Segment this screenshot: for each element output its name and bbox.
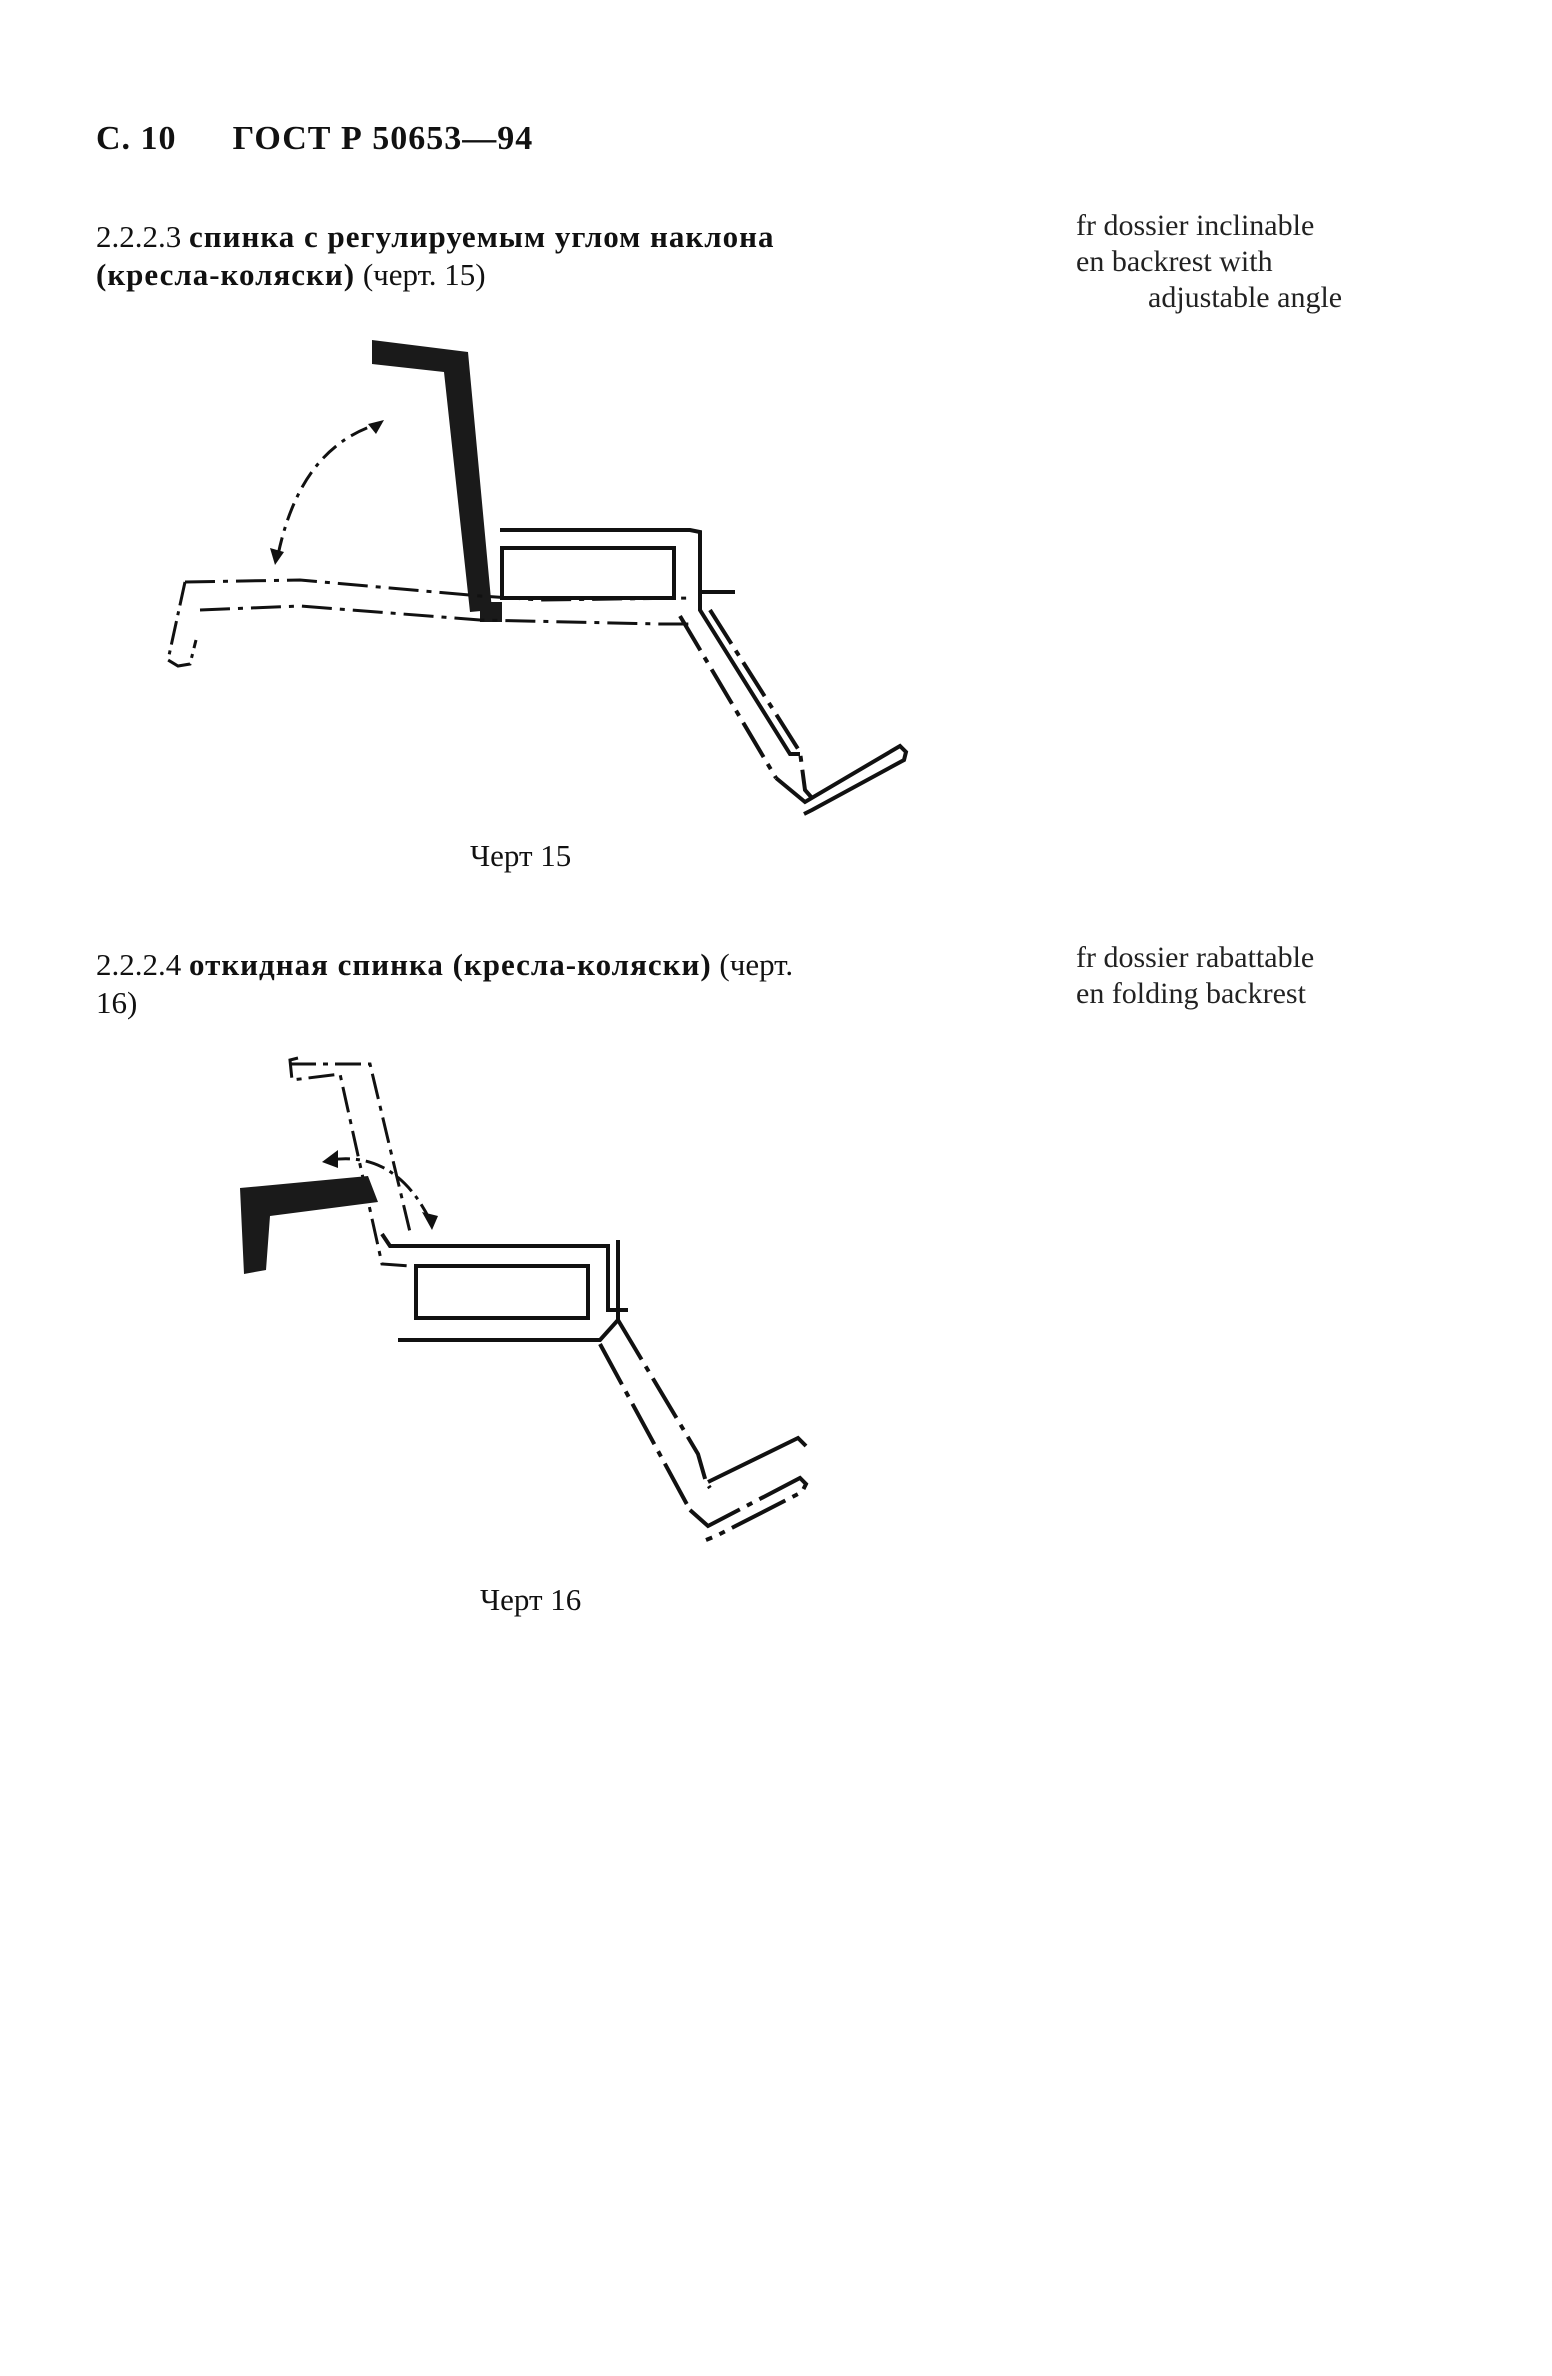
term-qualifier: (кресла-коляски) (96, 257, 356, 292)
seat-box (502, 548, 674, 598)
arrow-head-right (422, 1212, 438, 1230)
term-text: спинка с регулируемым углом наклона (189, 219, 775, 254)
english-equivalent-continued: adjustable angle (1148, 281, 1343, 314)
term-number: 2.2.2.3 (96, 219, 182, 254)
arrow-head-left (322, 1150, 338, 1168)
leg-outer (618, 1320, 710, 1488)
term-2-2-2-4 (96, 946, 956, 1022)
reclined-backrest-bottom (200, 606, 696, 624)
foreign-equivalents-15 (1076, 208, 1456, 316)
term-2-2-2-3 (96, 218, 956, 294)
english-equivalent: en folding backrest (1076, 977, 1306, 1010)
figure-reference: (черт. 15) (362, 257, 486, 292)
french-equivalent: fr dossier rabattable (1076, 941, 1315, 974)
term-number: 2.2.2.4 (96, 947, 182, 982)
arrow-head-bottom (270, 548, 284, 565)
figure-reference: (черт. (719, 947, 794, 982)
figure-15-caption: Черт 15 (470, 838, 572, 873)
footrest-top (708, 1438, 806, 1482)
page-header (96, 120, 533, 158)
arrow-head-top (368, 420, 384, 434)
figure-16-caption: Черт 16 (480, 1582, 582, 1617)
reclined-backrest-end (168, 582, 196, 666)
standard-designation: ГОСТ Р 50653—94 (232, 120, 534, 157)
figure-reference-continued: 16) (96, 985, 138, 1020)
folded-backrest (240, 1176, 378, 1274)
term-text: откидная спинка (кресла-коляски) (189, 947, 712, 982)
rotation-arrow (278, 425, 375, 555)
french-equivalent: fr dossier inclinable (1076, 209, 1315, 242)
seat-bottom (398, 1240, 618, 1340)
page-number: С. 10 (96, 120, 177, 157)
backrest-upright (372, 340, 492, 612)
footrest (776, 746, 906, 814)
foreign-equivalents-16 (1076, 940, 1456, 1012)
figure-16-drawing (230, 1040, 850, 1560)
figure-15-drawing (140, 320, 940, 820)
frame-front (700, 532, 800, 754)
english-equivalent: en backrest with (1076, 245, 1273, 278)
seat-box (416, 1266, 588, 1318)
